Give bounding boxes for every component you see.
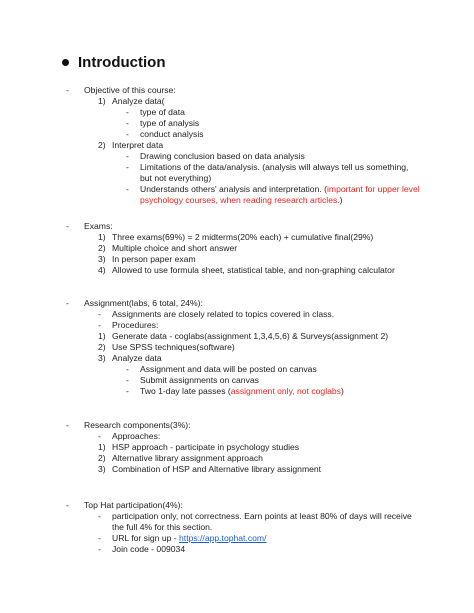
list-item-continued: but not everything) — [140, 173, 212, 183]
list-item: type of data — [140, 107, 185, 117]
list-marker: 2) — [98, 140, 106, 150]
list-item: Drawing conclusion based on data analysis — [140, 151, 305, 161]
heading-bullet-icon — [62, 59, 69, 66]
list-marker: - — [98, 533, 101, 543]
list-marker: - — [66, 221, 69, 231]
list-item: HSP approach - participate in psychology studies — [112, 442, 300, 452]
list-item: Limitations of the data/analysis. (analysis will always tell us something, — [140, 162, 409, 172]
list-marker: 2) — [98, 453, 106, 463]
tophat-signup-link[interactable]: https://app.tophat.com/ — [179, 533, 267, 543]
list-marker: - — [126, 184, 129, 194]
list-marker: 1) — [98, 96, 106, 106]
list-marker: 1) — [98, 331, 106, 341]
list-item-continued — [140, 195, 343, 206]
item-text: URL for sign up - — [112, 533, 180, 543]
list-marker: 3) — [98, 353, 106, 363]
list-marker: - — [126, 386, 129, 396]
list-marker: - — [126, 364, 129, 374]
list-item: Join code - 009034 — [112, 544, 186, 554]
list-item: Assignment and data will be posted on canvas — [140, 364, 317, 374]
list-marker: - — [98, 544, 101, 554]
exams-title: Exams: — [84, 221, 113, 231]
list-marker: 2) — [98, 342, 106, 352]
heading-text: Introduction — [78, 54, 166, 71]
item-text: Understands others' analysis and interpretation. ( — [140, 184, 327, 194]
item-text: ) — [340, 386, 344, 396]
list-marker: - — [66, 420, 69, 430]
list-marker: 1) — [98, 442, 106, 452]
list-item: conduct analysis — [140, 129, 204, 139]
list-item: Analyze data — [112, 353, 162, 363]
tophat-title: Top Hat participation(4%): — [84, 500, 183, 510]
list-marker: - — [98, 511, 101, 521]
list-item: Procedures: — [112, 320, 159, 330]
list-marker: - — [126, 162, 129, 172]
list-item: Multiple choice and short answer — [112, 243, 238, 253]
list-item-continued: the full 4% for this section. — [112, 522, 213, 532]
list-marker: - — [126, 375, 129, 385]
objective-interpret: Interpret data — [112, 140, 164, 150]
highlight-text: psychology courses, when reading research articles. — [140, 195, 340, 205]
list-marker: - — [126, 151, 129, 161]
list-item — [140, 386, 344, 397]
list-item: Combination of HSP and Alternative library assignment — [112, 464, 322, 474]
list-marker: - — [98, 320, 101, 330]
highlight-text: important for upper level — [327, 184, 420, 194]
list-marker: - — [66, 85, 69, 95]
objective-title: Objective of this course: — [84, 85, 176, 95]
list-item: participation only, not correctness. Earn points at least 80% of days will receive — [112, 511, 412, 521]
list-marker: - — [126, 129, 129, 139]
list-item: In person paper exam — [112, 254, 196, 264]
list-item: Assignments are closely related to topics covered in class. — [112, 309, 335, 319]
item-text: Two 1-day late passes ( — [140, 386, 231, 396]
list-marker: 3) — [98, 464, 106, 474]
list-marker: 1) — [98, 232, 106, 242]
list-marker: - — [98, 309, 101, 319]
list-marker: - — [126, 107, 129, 117]
item-text: ) — [339, 195, 343, 205]
list-item: Submit assignments on canvas — [140, 375, 259, 385]
list-marker: 2) — [98, 243, 106, 253]
list-marker: - — [98, 431, 101, 441]
list-item — [112, 533, 266, 544]
list-marker: - — [126, 118, 129, 128]
list-item: Approaches: — [112, 431, 161, 441]
list-item: Three exams(69%) = 2 midterms(20% each) + cumulative final(29%) — [112, 232, 374, 242]
list-marker: - — [66, 500, 69, 510]
objective-analyze: Analyze data( — [112, 96, 165, 106]
list-item — [140, 184, 420, 195]
list-item: Generate data - coglabs(assignment 1,3,4,5,6) & Surveys(assignment 2) — [112, 331, 389, 341]
list-marker: 4) — [98, 265, 106, 275]
list-marker: - — [66, 298, 69, 308]
highlight-text: assignment only, not coglabs — [230, 386, 341, 396]
list-marker: 3) — [98, 254, 106, 264]
list-item: type of analysis — [140, 118, 200, 128]
assignment-title: Assignment(labs, 6 total, 24%): — [84, 298, 203, 308]
research-title: Research components(3%): — [84, 420, 191, 430]
list-item: Allowed to use formula sheet, statistical table, and non-graphing calculator — [112, 265, 395, 275]
list-item: Alternative library assignment approach — [112, 453, 263, 463]
section-heading — [62, 54, 165, 71]
list-item: Use SPSS techniques(software) — [112, 342, 235, 352]
